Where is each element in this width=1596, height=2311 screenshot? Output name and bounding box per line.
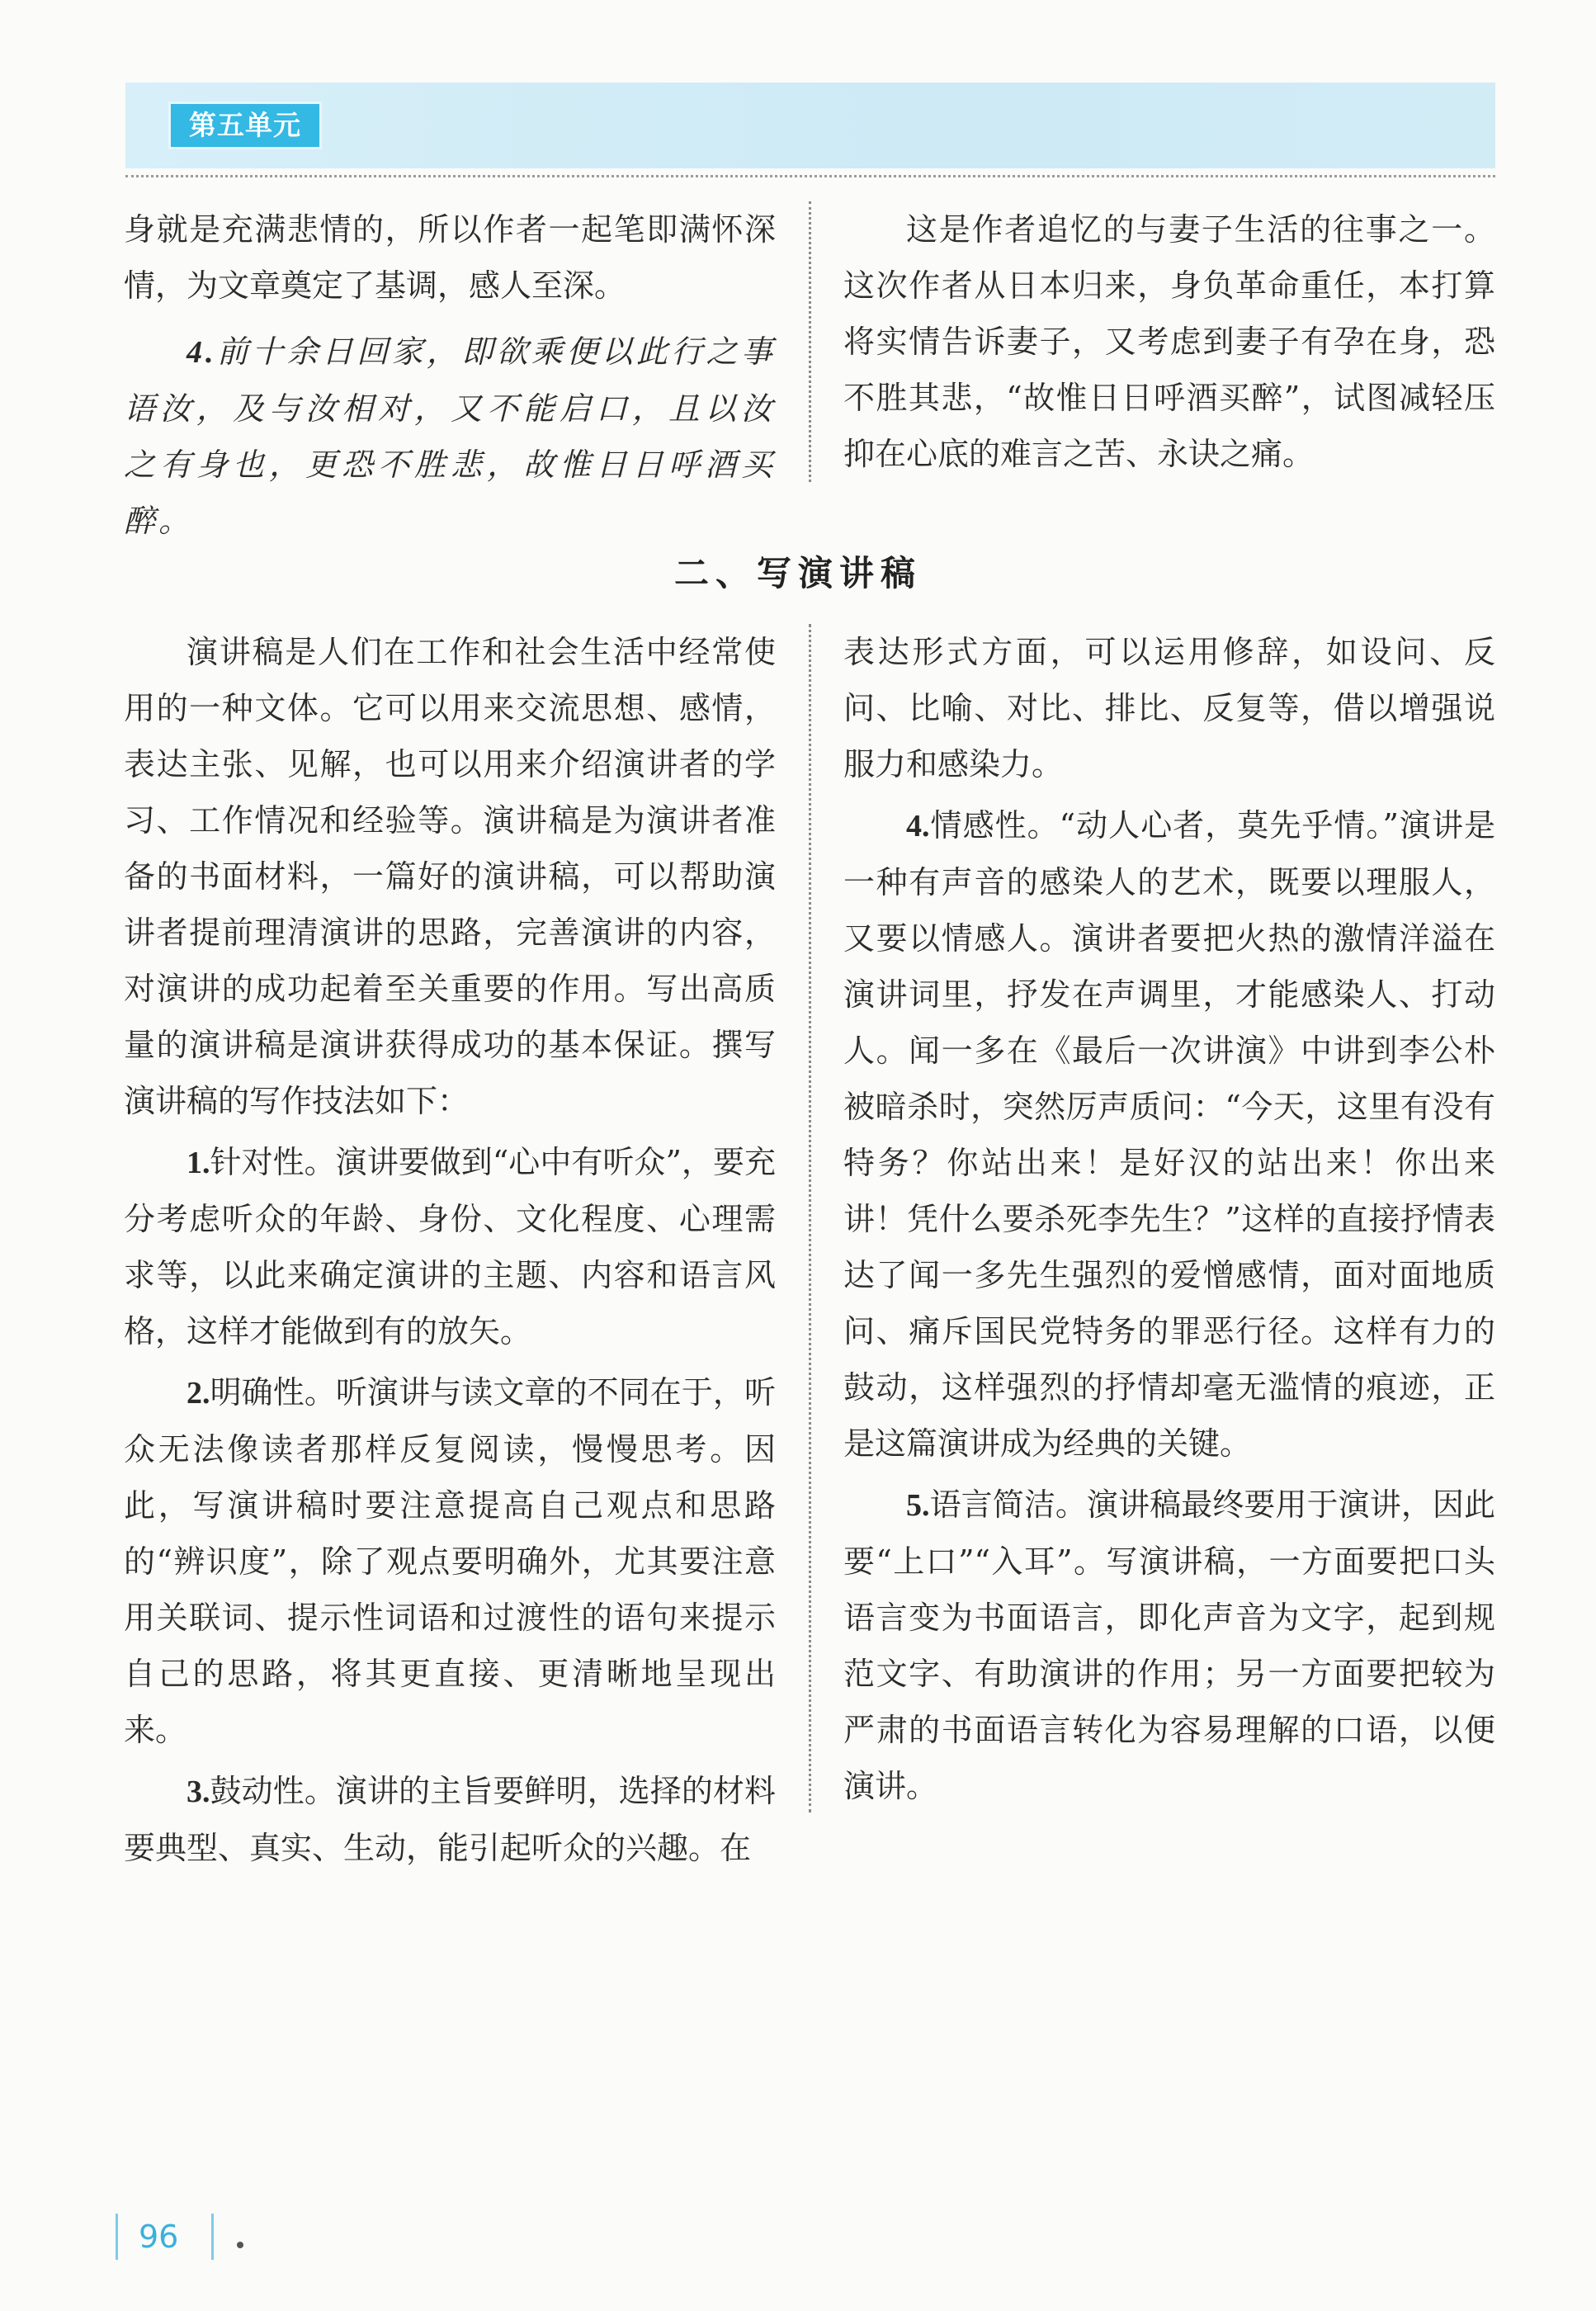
main-left-column [124,624,776,1876]
item-number: 2. [187,1376,210,1411]
main-right-column [843,624,1495,1814]
quoted-text: 前十余日回家，即欲乘便以此行之事语汝，及与汝相对，又不能启口，且以汝之有身也，更恐不胜悲，故惟日日呼酒买醉。 [124,333,776,539]
item-text: 明确性。听演讲与读文章的不同在于，听众无法像读者那样反复阅读，慢慢思考。因此，写演讲稿时要注意提高自己观点和思路的“辨识度”，除了观点要明确外，尤其要注意用关联词、提示性词语和过渡性的语句来提示自己的思路，将其更直接、更清晰地呈现出来。 [124,1374,776,1748]
footer-bar-left [116,2214,118,2260]
intro-paragraph: 演讲稿是人们在工作和社会生活中经常使用的一种文体。它可以用来交流思想、感情，表达主张、见解，也可以用来介绍演讲者的学习、工作情况和经验等。演讲稿是为演讲者准备的书面材料，一篇好的演讲稿，可以帮助演讲者提前理清演讲的思路，完善演讲的内容，对演讲的成功起着至关重要的作用。写出高质量的演讲稿是演讲获得成功的基本保证。撰写演讲稿的写作技法如下： [124,634,776,1119]
unit-badge: 第五单元 [168,102,322,149]
item-text: 鼓动性。演讲的主旨要鲜明，选择的材料要典型、真实、生动，能引起听众的兴趣。在 [124,1773,776,1866]
column-divider [809,201,811,482]
quoted-paragraph [124,324,776,549]
item-number: 4. [187,335,217,370]
item-text: 语言简洁。演讲稿最终要用于演讲，因此要“上口”“入耳”。写演讲稿，一方面要把口头语言变为书面语言，即化声音为文字，起到规范文字、有助演讲的作用；另一方面要把较为严肃的书面语言转化为容易理解的口语，以便演讲。 [843,1486,1495,1804]
list-item [124,1134,776,1359]
item-number: 3. [187,1775,210,1809]
list-item [843,1477,1495,1814]
page-number: 96 [139,2219,179,2255]
top-left-column [124,201,776,549]
footer-bar-right [211,2214,214,2260]
item-text: 针对性。演讲要做到“心中有听众”，要充分考虑听众的年龄、身份、文化程度、心理需求等，以此来确定演讲的主题、内容和语言风格，这样才能做到有的放矢。 [124,1144,776,1349]
section-title: 二、写演讲稿 [673,553,922,593]
paragraph: 身就是充满悲情的，所以作者一起笔即满怀深情，为文章奠定了基调，感人至深。 [124,211,776,304]
top-right-column [843,201,1495,482]
continued-paragraph: 表达形式方面，可以运用修辞，如设问、反问、比喻、对比、排比、反复等，借以增强说服力和感染力。 [843,634,1495,782]
list-item [843,797,1495,1472]
header-divider [125,175,1495,177]
header-band [125,83,1495,168]
item-text: 情感性。“动人心者，莫先乎情。”演讲是一种有声音的感染人的艺术，既要以理服人，又要以情感人。演讲者要把火热的激情洋溢在演讲词里，抒发在声调里，才能感染人、打动人。闻一多在《最后一次讲演》中讲到李公朴被暗杀时，突然厉声质问：“今天，这里有没有特务？你站出来！是好汉的站出来！你出来讲！凭什么要杀死李先生？”这样的直接抒情表达了闻一多先生强烈的爱憎感情，面对面地质问、痛斥国民党特务的罪恶行径。这样有力的鼓动，这样强烈的抒情却毫无滥情的痕迹，正是这篇演讲成为经典的关键。 [843,807,1495,1462]
list-item [124,1763,776,1876]
list-item [124,1364,776,1758]
column-divider [809,624,811,1812]
footer-dot [237,2242,243,2248]
item-number: 4. [906,809,930,844]
item-number: 5. [906,1488,930,1523]
item-number: 1. [187,1146,210,1180]
paragraph: 这是作者追忆的与妻子生活的往事之一。这次作者从日本归来，身负革命重任，本打算将实情告诉妻子，又考虑到妻子有孕在身，恐不胜其悲，“故惟日日呼酒买醉”，试图减轻压抑在心底的难言之苦、永诀之痛。 [843,211,1495,472]
